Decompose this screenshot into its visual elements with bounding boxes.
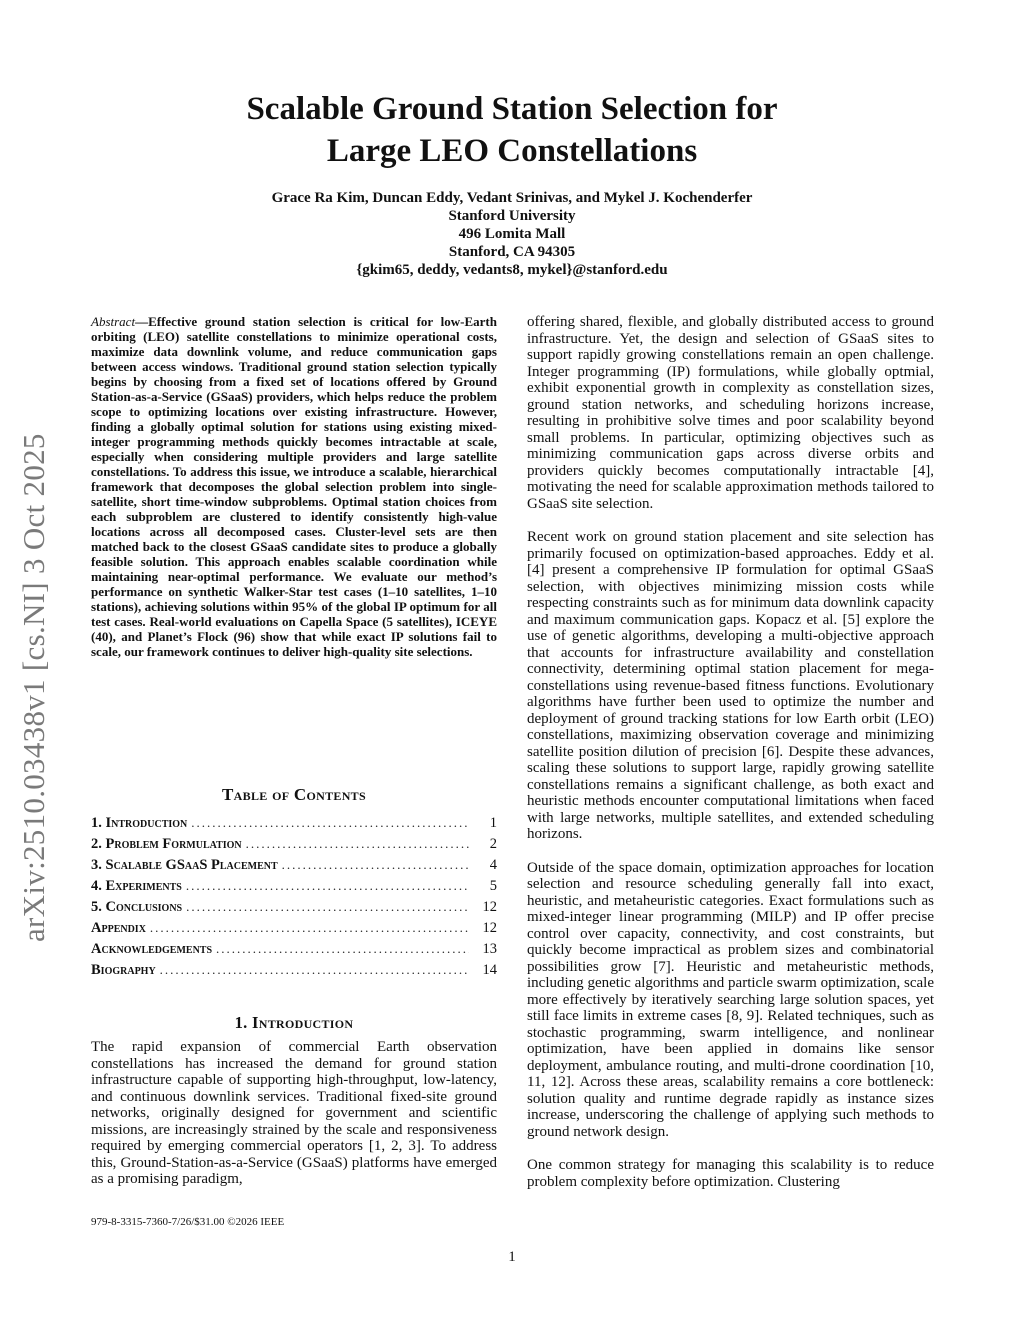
toc-leader-dots: [150, 920, 469, 936]
left-column: [91, 314, 497, 659]
section-heading-introduction: 1. Introduction: [234, 1013, 354, 1032]
toc-number: 2.: [91, 836, 102, 852]
toc-page: 14: [482, 962, 497, 978]
body-paragraph: Outside of the space domain, optimization approaches for location selection and resource scheduling generally fall into exact, heuristic, and metaheuristic categories. Exact formulations such as mixed-integer linear programming (MILP) and IP offer precise control over capacity, connectivity, and cost constraints, but quickly become impractical as problem sizes and combinatorial possibilities grow [7]. Heuristic and metaheuristic methods, including genetic algorithms and particle swarm optimization, scale more effectively by iteratively searching large solution spaces, yet still face limits in extreme cases [8, 9]. Related techniques, such as stochastic programming, swarm intelligence, and nonlinear optimization, have been applied in domains like sensor deployment, ambulance routing, and multi-drone coordination [10, 11, 12]. Across these areas, scalability remains a core bottleneck: solution quality and runtime degrade rapidly as instance sizes increase, underscoring the challenge of applying such methods to ground network design.: [527, 859, 934, 1140]
author-names: Grace Ra Kim, Duncan Eddy, Vedant Srinivas, and Mykel J. Kochenderfer: [271, 190, 753, 206]
right-column: [527, 314, 934, 1207]
toc-label: Conclusions: [105, 899, 183, 915]
toc-label: Acknowledgements: [91, 941, 213, 957]
toc-page: 13: [482, 941, 497, 957]
copyright-notice: 979-8-3315-7360-7/26/$31.00 ©2026 IEEE: [91, 1216, 285, 1228]
toc-page: 12: [482, 899, 497, 915]
toc-label: Biography: [91, 962, 156, 978]
toc-label: Appendix: [91, 920, 146, 936]
toc-leader-dots: [191, 815, 469, 831]
toc-leader-dots: [282, 857, 469, 873]
toc-entry[interactable]: [91, 857, 497, 878]
body-paragraph: Recent work on ground station placement and site selection has primarily focused on optimization-based approaches. Eddy et al. [4] present a comprehensive IP formulation for optimal GSaaS selection, with objectives minimizing mission costs while respecting constraints such as for minimum data downlink capacity and maximum communication gaps. Kopacz et al. [5] explore the use of genetic algorithms, developing a multi-objective approach that accounts for infrastructure availability and constellation connectivity, determining optimal station placement for mega-constellations using revenue-based fitness functions. Evolutionary algorithms have further been used to optimize the number and deployment of ground tracking stations for low Earth orbit (LEO) constellations, maximizing observation coverage and minimizing satellite position dilution of precision [6]. Despite these advances, scaling these solutions to support large, rapidly growing satellite constellations remains a significant challenge, as both exact and heuristic methods encounter computational limitations when faced with large networks, multiple satellites, and extended scheduling horizons.: [527, 529, 934, 842]
toc-number: 4.: [91, 878, 102, 894]
toc-page: 5: [489, 878, 497, 894]
toc-label: Experiments: [105, 878, 182, 894]
toc-page: 12: [482, 920, 497, 936]
toc-page: 4: [489, 857, 497, 873]
toc-number: 1.: [91, 815, 102, 831]
toc-label: Introduction: [105, 815, 188, 831]
title-line-2: Large LEO Constellations: [326, 133, 698, 169]
toc-title: Table of Contents: [222, 785, 366, 804]
toc-leader-dots: [246, 836, 469, 852]
toc-label: Scalable GSaaS Placement: [105, 857, 278, 873]
introduction-paragraph: The rapid expansion of commercial Earth observation constellations has increased the demand for ground station infrastructure capable of supporting high-throughput, low-latency, and continuous downlink services. Traditional fixed-site ground networks, originally designed for government and scientific missions, are increasingly strained by the scale and responsiveness required by emerging commercial operators [1, 2, 3]. To address this, Ground-Station-as-a-Service (GSaaS) platforms have emerged as a promising paradigm,: [91, 1039, 497, 1187]
table-of-contents: [91, 815, 497, 983]
toc-entry[interactable]: [91, 899, 497, 920]
author-emails: {gkim65, deddy, vedants8, mykel}@stanford.edu: [356, 262, 668, 278]
toc-leader-dots: [186, 878, 469, 894]
title-line-1: Scalable Ground Station Selection for: [246, 91, 778, 127]
toc-label: Problem Formulation: [105, 836, 242, 852]
paper-title: [150, 88, 874, 172]
toc-entry[interactable]: [91, 878, 497, 899]
toc-entry[interactable]: [91, 962, 497, 983]
toc-page: 1: [489, 815, 497, 831]
affiliation: Stanford University: [448, 208, 576, 224]
page-number: 1: [508, 1249, 516, 1265]
abstract-lead: Abstract: [91, 314, 136, 329]
author-block: [150, 189, 874, 279]
body-paragraph: offering shared, flexible, and globally distributed access to ground infrastructure. Yet, the design and selection of GSaaS sites to support rapidly growing constellations remain an open challenge. Integer programming (IP) formulations, while globally optmial, exhibit exponential growth in complexity as constellation sizes, ground station networks, and scheduling horizons increase, resulting in prohibitive solve times and poor scalability beyond small problems. In particular, optimizing objectives such as minimizing communication gaps across diverse orbits and providers quickly becomes computationally intractable [4], motivating the need for scalable approximation methods tailored to GSaaS site selection.: [527, 314, 934, 512]
toc-page: 2: [489, 836, 497, 852]
toc-entry[interactable]: [91, 920, 497, 941]
body-paragraph: One common strategy for managing this scalability is to reduce problem complexity before optimization. Clustering: [527, 1157, 934, 1190]
toc-leader-dots: [186, 899, 469, 915]
address-line-1: 496 Lomita Mall: [458, 226, 566, 242]
toc-leader-dots: [160, 962, 469, 978]
toc-number: 5.: [91, 899, 102, 915]
abstract: [91, 314, 497, 659]
toc-number: 3.: [91, 857, 102, 873]
abstract-text: —Effective ground station selection is critical for low-Earth orbiting (LEO) satellite constellations to minimize operational costs, maximize data downlink volume, and reduce communication gaps between access windows. Traditional ground station selection typically begins by choosing from a fixed set of locations offered by Ground Station-as-a-Service (GSaaS) providers, which helps reduce the problem scope to optimizing locations over existing infrastructure. However, finding a globally optimal solution for stations using existing mixed-integer programming methods quickly becomes intractable at scale, especially when considering multiple providers and large satellite constellations. To address this issue, we introduce a scalable, hierarchical framework that decomposes the global selection problem into single-satellite, short time-window subproblems. Optimal station choices from each subproblem are clustered to identify consistently high-value locations across all decomposed cases. Cluster-level sets are then matched back to the closest GSaaS candidate sites to produce a globally feasible solution. This approach enables scalable coordination while maintaining near-optimal performance. We evaluate our method’s performance on synthetic Walker-Star test cases (1–10 satellites, 1–10 stations), achieving solutions within 95% of the global IP optimum for all test cases. Real-world evaluations on Capella Space (5 satellites), ICEYE (40), and Planet’s Flock (96) show that while exact IP solutions fail to scale, our framework continues to deliver high-quality site selections.: [91, 314, 497, 659]
toc-leader-dots: [216, 941, 469, 957]
address-line-2: Stanford, CA 94305: [448, 244, 576, 260]
toc-entry[interactable]: [91, 941, 497, 962]
arxiv-identifier: arXiv:2510.03438v1 [cs.NI] 3 Oct 2025: [16, 433, 51, 942]
toc-entry[interactable]: [91, 815, 497, 836]
toc-entry[interactable]: [91, 836, 497, 857]
